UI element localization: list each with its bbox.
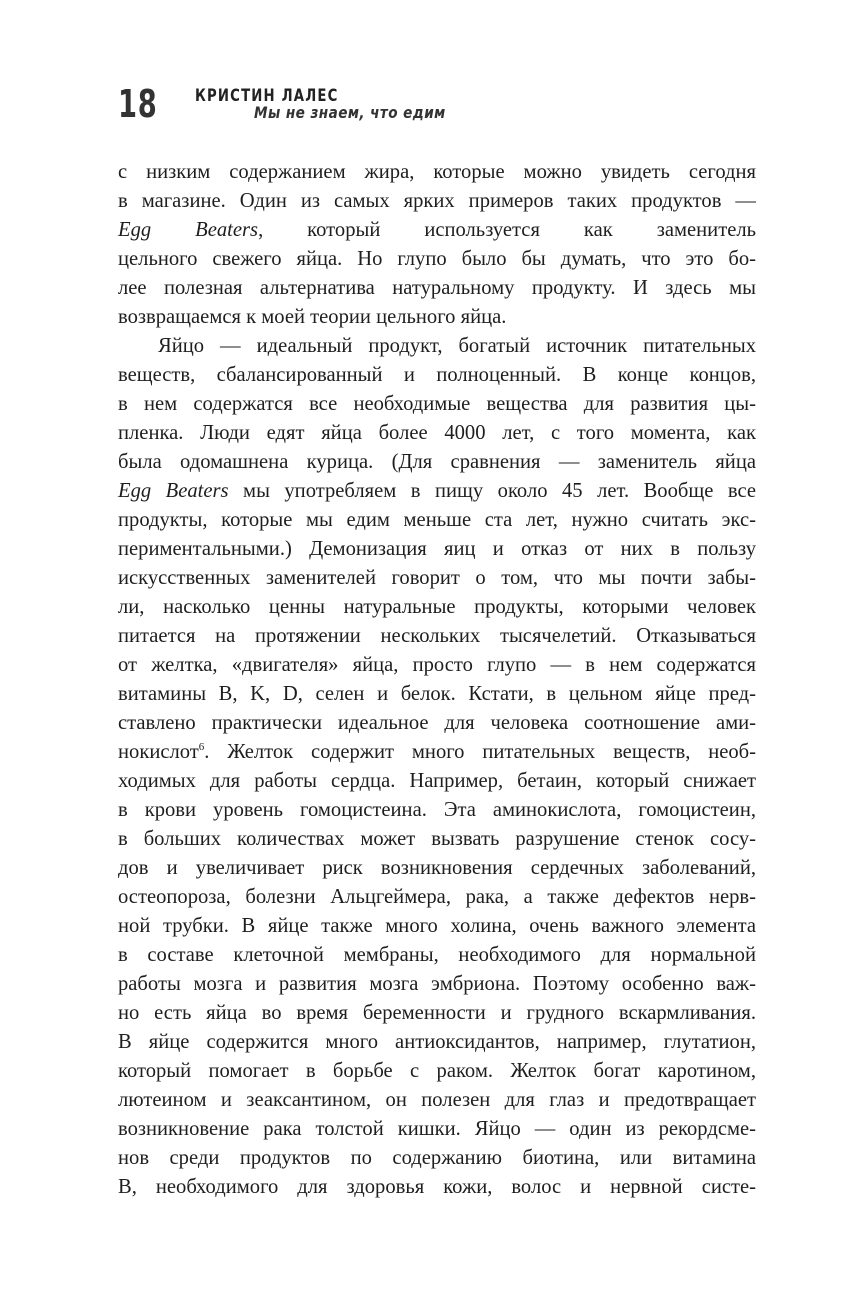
italic-run: Egg Beaters <box>118 219 259 241</box>
text-line <box>118 680 756 709</box>
text-line <box>118 245 756 274</box>
text-line <box>118 1115 756 1144</box>
text-run: нокислот <box>118 741 199 763</box>
text-line <box>118 709 756 738</box>
text-run: но есть яйца во время беременности и грудного вскармливания. <box>118 1002 756 1024</box>
book-title: Мы не знаем, что едим <box>254 103 446 122</box>
text-run: питается на протяжении нескольких тысячелетий. Отказываться <box>118 625 756 647</box>
text-run: ли, насколько ценны натуральные продукты, которыми человек <box>118 596 756 618</box>
text-line <box>118 361 756 390</box>
text-run: продукты, которые мы едим меньше ста лет, нужно считать экс- <box>118 509 756 531</box>
text-run: искусственных заменителей говорит о том, что мы почти забы- <box>118 567 756 589</box>
italic-run: Egg Beaters <box>118 480 229 502</box>
text-run: лее полезная альтернатива натуральному продукту. И здесь мы <box>118 277 756 299</box>
paragraph <box>118 332 756 1202</box>
text-line <box>118 796 756 825</box>
text-line <box>118 825 756 854</box>
text-run: ставлено практически идеальное для человека соотношение ами- <box>118 712 756 734</box>
text-run: веществ, сбалансированный и полноценный. В конце концов, <box>118 364 756 386</box>
text-line <box>118 419 756 448</box>
text-line <box>118 506 756 535</box>
text-line <box>118 593 756 622</box>
text-line <box>118 1057 756 1086</box>
author-name: КРИСТИН ЛАЛЕС <box>195 86 339 106</box>
text-run: возникновение рака толстой кишки. Яйцо — один из рекордсме- <box>118 1118 756 1140</box>
text-line <box>118 477 756 506</box>
text-line <box>118 941 756 970</box>
text-run: возвращаемся к моей теории цельного яйца. <box>118 306 507 328</box>
text-run: остеопороза, болезни Альцгеймера, рака, а также дефектов нерв- <box>118 886 756 908</box>
text-line <box>118 622 756 651</box>
text-run: цельного свежего яйца. Но глупо было бы думать, что это бо- <box>118 248 756 270</box>
text-run: в магазине. Один из самых ярких примеров таких продуктов — <box>118 190 756 212</box>
text-run: в крови уровень гомоцистеина. Эта аминокислота, гомоцистеин, <box>118 799 756 821</box>
text-line <box>118 1173 756 1202</box>
page-number: 18 <box>118 82 158 126</box>
text-line <box>118 738 756 767</box>
text-line <box>118 216 756 245</box>
paragraph <box>118 158 756 332</box>
text-run: дов и увеличивает риск возникновения сердечных заболеваний, <box>118 857 756 879</box>
text-run: ходимых для работы сердца. Например, бетаин, который снижает <box>118 770 756 792</box>
text-run: периментальными.) Демонизация яиц и отказ от них в пользу <box>118 538 756 560</box>
text-line <box>118 158 756 187</box>
text-line <box>118 274 756 303</box>
text-line <box>118 1086 756 1115</box>
text-line <box>118 448 756 477</box>
text-line <box>118 999 756 1028</box>
text-run: лютеином и зеаксантином, он полезен для глаз и предотвращает <box>118 1089 756 1111</box>
text-line <box>118 854 756 883</box>
text-run: работы мозга и развития мозга эмбриона. Поэтому особенно важ- <box>118 973 756 995</box>
text-line <box>118 390 756 419</box>
text-line <box>118 651 756 680</box>
text-run: . Желток содержит много питательных веществ, необ- <box>204 741 756 763</box>
text-run: пленка. Люди едят яйца более 4000 лет, с того момента, как <box>118 422 756 444</box>
text-run: ной трубки. В яйце также много холина, очень важного элемента <box>118 915 756 937</box>
text-run: , который используется как заменитель <box>258 219 757 241</box>
footnote-ref: 6 <box>198 741 205 753</box>
text-line <box>118 970 756 999</box>
text-line <box>118 1144 756 1173</box>
text-run: Яйцо — идеальный продукт, богатый источник питательных <box>158 335 756 357</box>
text-run: была одомашнена курица. (Для сравнения — заменитель яйца <box>118 451 756 473</box>
text-run: от желтка, «двигателя» яйца, просто глупо — в нем содержатся <box>118 654 756 676</box>
text-line <box>118 912 756 941</box>
body-text <box>118 158 756 1202</box>
text-line <box>118 303 756 332</box>
text-run: в нем содержатся все необходимые вещества для развития цы- <box>118 393 756 415</box>
text-line <box>118 535 756 564</box>
text-run: мы употребляем в пищу около 45 лет. Вообще все <box>228 480 756 502</box>
text-run: в составе клеточной мембраны, необходимого для нормальной <box>118 944 756 966</box>
text-run: в больших количествах может вызвать разрушение стенок сосу- <box>118 828 756 850</box>
text-run: витамины B, K, D, селен и белок. Кстати, в цельном яйце пред- <box>118 683 756 705</box>
text-line <box>118 332 756 361</box>
text-line <box>118 883 756 912</box>
text-run: В яйце содержится много антиоксидантов, например, глутатион, <box>118 1031 756 1053</box>
text-run: который помогает в борьбе с раком. Желток богат каротином, <box>118 1060 756 1082</box>
text-run: нов среди продуктов по содержанию биотина, или витамина <box>118 1147 756 1169</box>
text-line <box>118 767 756 796</box>
text-line <box>118 187 756 216</box>
text-run: B, необходимого для здоровья кожи, волос и нервной систе- <box>118 1176 756 1198</box>
text-line <box>118 564 756 593</box>
text-run: с низким содержанием жира, которые можно увидеть сегодня <box>118 161 756 183</box>
text-line <box>118 1028 756 1057</box>
